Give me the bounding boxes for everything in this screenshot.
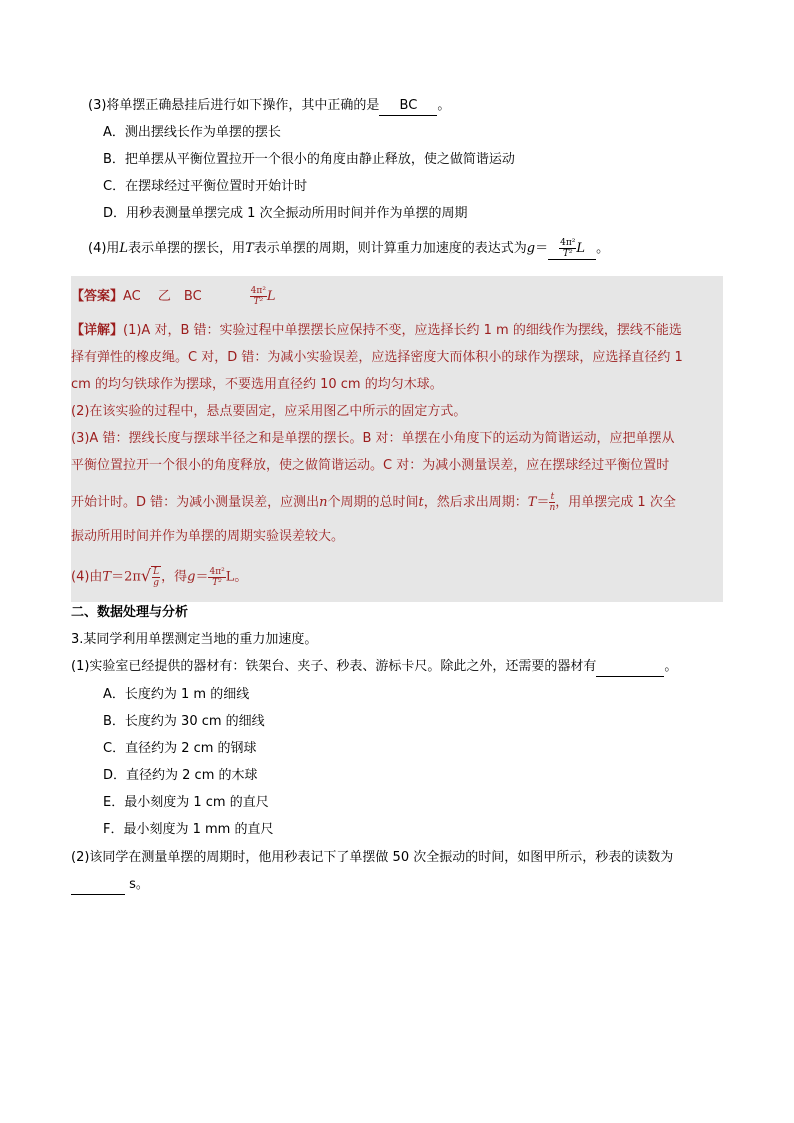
option-d: D．用秒表测量单摆完成 1 次全振动所用时间并作为单摆的周期 xyxy=(103,206,468,221)
option-a: A．测出摆线长作为单摆的摆长 xyxy=(103,125,281,140)
punctuation: 。 xyxy=(596,241,610,256)
equals-sign: ＝ xyxy=(536,495,550,510)
option-b: B．长度约为 30 cm 的细线 xyxy=(103,714,265,729)
punctuation: 。 xyxy=(437,98,451,113)
var-L: L xyxy=(119,241,129,256)
var-g: g xyxy=(526,241,536,256)
answer-blank xyxy=(548,238,596,260)
detail-text: (1)A 对，B 错：实验过程中单摆摆长应保持不变，应选择长约 1 m 的细线作为摆线，摆线不能选 xyxy=(123,323,682,338)
fraction-numerator: t xyxy=(550,492,555,502)
fraction xyxy=(250,286,267,307)
question-3-title: 3.某同学利用单摆测定当地的重力加速度。 xyxy=(71,632,318,647)
section-heading: 二、数据处理与分析 xyxy=(71,605,189,620)
fraction-denominator: T² xyxy=(212,577,222,588)
q4-text: 表示单摆的摆长，用 xyxy=(128,241,246,256)
blank-answer: BC xyxy=(399,98,418,113)
answer-tag: 【答案】 xyxy=(71,289,124,304)
option-e: E．最小刻度为 1 cm 的直尺 xyxy=(103,795,269,810)
var-n: n xyxy=(319,495,328,510)
detail-line-4: (2)在该实验的过程中，悬点要固定，应采用图乙中所示的固定方式。 xyxy=(71,404,467,419)
answer-line xyxy=(71,286,276,307)
equals-sign: ＝ xyxy=(195,569,209,585)
fraction-denominator: T² xyxy=(562,249,573,259)
question-text: (3)将单摆正确悬挂后进行如下操作，其中正确的是 xyxy=(88,98,380,113)
detail-line-1 xyxy=(71,322,682,340)
detail-text: ，用单摆完成 1 次全 xyxy=(555,495,676,510)
question-text: (1)实验室已经提供的器材有：铁架台、夹子、秒表、游标卡尺。除此之外，还需要的器材有 xyxy=(71,659,597,674)
detail-line-5: (3)A 错：摆线长度与摆球半径之和是单摆的摆长。B 对：单摆在小角度下的运动为简谐运动，应把单摆从 xyxy=(71,431,675,446)
option-f: F．最小刻度为 1 mm 的直尺 xyxy=(103,822,274,837)
detail-line-3: cm 的均匀铁球作为摆球，不要选用直径约 10 cm 的均匀木球。 xyxy=(71,377,443,392)
detail-line-9 xyxy=(71,566,247,588)
fraction-denominator: T² xyxy=(253,297,264,307)
var-T: T xyxy=(245,241,254,256)
option-c: C．直径约为 2 cm 的钢球 xyxy=(103,741,257,756)
equals-sign: ＝ xyxy=(535,241,549,256)
punctuation: 。 xyxy=(664,659,678,674)
detail-line-2: 择有弹性的橡皮绳。C 对，D 错：为减小实验误差，应选择密度大而体积小的球作为摆球，应选择直径约 1 xyxy=(71,350,683,365)
question-3-part-2-answer xyxy=(71,876,149,895)
detail-line-7 xyxy=(71,492,676,513)
option-c: C．在摆球经过平衡位置时开始计时 xyxy=(103,179,308,194)
answer-text: AC 乙 BC xyxy=(123,289,202,304)
detail-text: 个周期的总时间 xyxy=(327,495,419,510)
detail-text: ，然后求出周期： xyxy=(423,495,528,510)
var-L: L xyxy=(266,289,276,304)
fraction-numerator: 4π² xyxy=(250,286,266,296)
detail-text: (4)由 xyxy=(71,569,103,585)
formula-part: ＝2π xyxy=(111,569,141,585)
var-T: T xyxy=(102,569,112,585)
var-T: T xyxy=(527,495,537,510)
fraction-denominator: n xyxy=(549,503,556,513)
question-3-part-2: (2)该同学在测量单摆的周期时，他用秒表记下了单摆做 50 次全振动的时间，如图甲所示，秒表的读数为 xyxy=(71,850,674,865)
detail-text: ，得 xyxy=(161,569,188,585)
answer-blank xyxy=(71,876,125,895)
fraction-numerator: 4π² xyxy=(560,238,576,248)
answer-blank xyxy=(379,97,437,116)
option-b: B．把单摆从平衡位置拉开一个很小的角度由静止释放，使之做简谐运动 xyxy=(103,152,515,167)
answer-blank xyxy=(596,658,664,677)
option-a: A．长度约为 1 m 的细线 xyxy=(103,687,250,702)
fraction xyxy=(208,567,225,588)
q4-text: 表示单摆的周期，则计算重力加速度的表达式为 xyxy=(253,241,527,256)
unit-text: s。 xyxy=(125,877,149,892)
detail-text: L。 xyxy=(225,569,248,585)
fraction xyxy=(559,238,576,259)
var-t: t xyxy=(418,495,424,510)
fraction-numerator: L xyxy=(153,567,160,577)
option-d: D．直径约为 2 cm 的木球 xyxy=(103,768,258,783)
detail-text: 开始计时。D 错：为减小测量误差，应测出 xyxy=(71,495,320,510)
detail-line-8: 振动所用时间并作为单摆的周期实验误差较大。 xyxy=(71,529,345,544)
question-3-stem xyxy=(88,97,450,116)
fraction-denominator: g xyxy=(153,578,159,588)
question-4 xyxy=(88,238,609,260)
q4-text: (4)用 xyxy=(88,241,120,256)
question-3-part-1 xyxy=(71,658,677,677)
fraction xyxy=(152,567,160,588)
square-root-symbol: √ $\frac{L}{g}$ xyxy=(140,566,160,588)
var-L: L xyxy=(576,241,586,256)
fraction-numerator: 4π² xyxy=(209,566,225,577)
detail-tag: 【详解】 xyxy=(71,323,124,338)
detail-line-6: 平衡位置拉开一个很小的角度释放，使之做简谐运动。C 对：为减小测量误差，应在摆球经过平衡位置时 xyxy=(71,458,670,473)
var-g: g xyxy=(187,569,196,585)
